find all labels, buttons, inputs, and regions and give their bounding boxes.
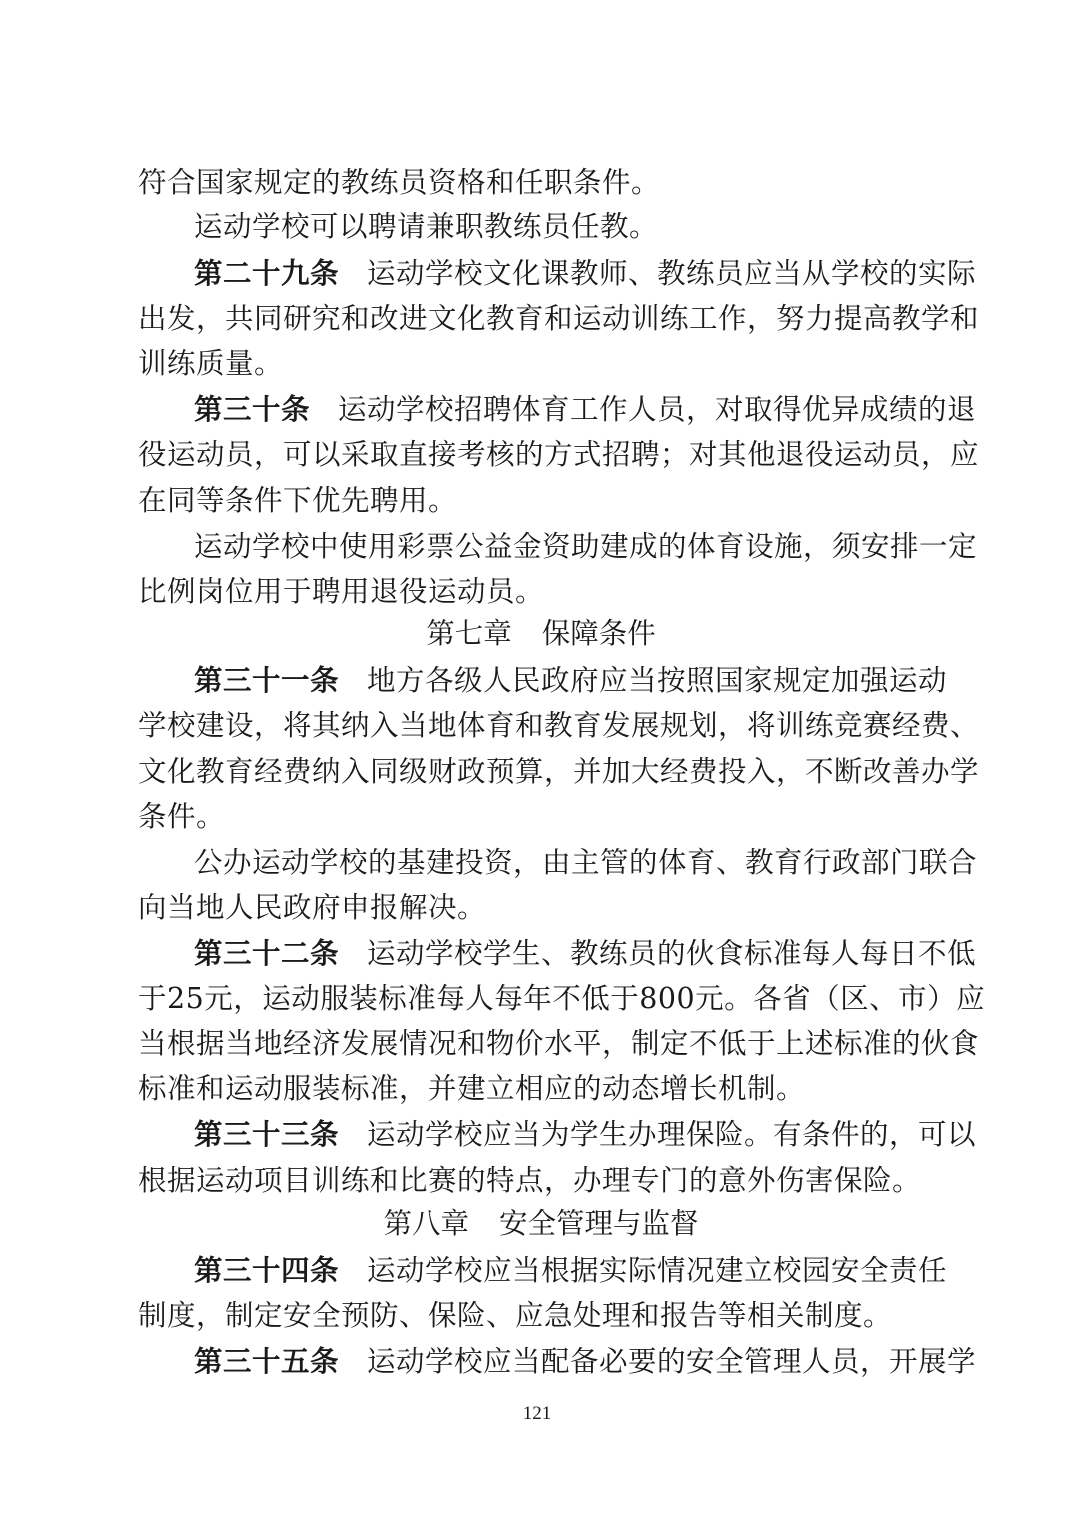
article-title: 第三十条 — [194, 393, 311, 426]
article-33 — [194, 1118, 977, 1151]
chapter-8-heading — [138, 1207, 944, 1240]
text-line: 运动学校应当为学生办理保险。有条件的，可以 — [367, 1118, 977, 1151]
text-line: 制度，制定安全预防、保险、应急处理和报告等相关制度。 — [138, 1299, 893, 1332]
text-line: 向当地人民政府申报解决。 — [138, 891, 487, 924]
text-line: 条件。 — [138, 800, 226, 833]
page-number: 121 — [522, 1403, 552, 1424]
text-line: 比例岗位用于聘用退役运动员。 — [138, 575, 545, 608]
text-line: 符合国家规定的教练员资格和任职条件。 — [138, 166, 661, 199]
article-title: 第三十三条 — [194, 1118, 340, 1151]
article-title: 第三十五条 — [194, 1345, 340, 1378]
chapter-number: 第七章 — [426, 617, 512, 650]
text-line: 运动学校招聘体育工作人员，对取得优异成绩的退 — [338, 393, 977, 426]
text-line: 标准和运动服装标准，并建立相应的动态增长机制。 — [138, 1072, 806, 1105]
text-line: 训练质量。 — [138, 347, 284, 380]
article-title: 第三十二条 — [194, 937, 340, 970]
text-line: 运动学校中使用彩票公益金资助建成的体育设施，须安排一定 — [194, 530, 978, 563]
text-line: 在同等条件下优先聘用。 — [138, 484, 458, 517]
text-line: 公办运动学校的基建投资，由主管的体育、教育行政部门联合 — [194, 846, 978, 879]
text-line: 役运动员，可以采取直接考核的方式招聘；对其他退役运动员，应 — [138, 438, 980, 471]
article-34 — [194, 1254, 948, 1287]
text-line: 学校建设，将其纳入当地体育和教育发展规划，将训练竞赛经费、 — [138, 709, 980, 742]
chapter-number: 第八章 — [383, 1207, 469, 1240]
article-29 — [194, 257, 977, 290]
text-line: 地方各级人民政府应当按照国家规定加强运动 — [367, 664, 948, 697]
chapter-7-heading — [138, 617, 944, 650]
article-35 — [194, 1345, 977, 1378]
chapter-title: 保障条件 — [541, 617, 656, 650]
text-line: 运动学校学生、教练员的伙食标准每人每日不低 — [367, 937, 977, 970]
text-line: 根据运动项目训练和比赛的特点，办理专门的意外伤害保险。 — [138, 1164, 922, 1197]
text-line: 文化教育经费纳入同级财政预算，并加大经费投入，不断改善办学 — [138, 755, 980, 788]
text-line: 于25元，运动服装标准每人每年不低于800元。各省（区、市）应 — [138, 982, 986, 1015]
article-title: 第三十一条 — [194, 664, 340, 697]
text-line: 运动学校可以聘请兼职教练员任教。 — [194, 210, 659, 243]
text-line: 当根据当地经济发展情况和物价水平，制定不低于上述标准的伙食 — [138, 1027, 980, 1060]
text-line: 运动学校应当配备必要的安全管理人员，开展学 — [367, 1345, 977, 1378]
text-line: 运动学校文化课教师、教练员应当从学校的实际 — [367, 257, 977, 290]
text-line: 运动学校应当根据实际情况建立校园安全责任 — [367, 1254, 948, 1287]
chapter-title: 安全管理与监督 — [499, 1207, 699, 1240]
article-30 — [194, 393, 977, 426]
article-31 — [194, 664, 948, 697]
article-title: 第三十四条 — [194, 1254, 340, 1287]
article-title: 第二十九条 — [194, 257, 340, 290]
text-line: 出发，共同研究和改进文化教育和运动训练工作，努力提高教学和 — [138, 302, 980, 335]
article-32 — [194, 937, 977, 970]
